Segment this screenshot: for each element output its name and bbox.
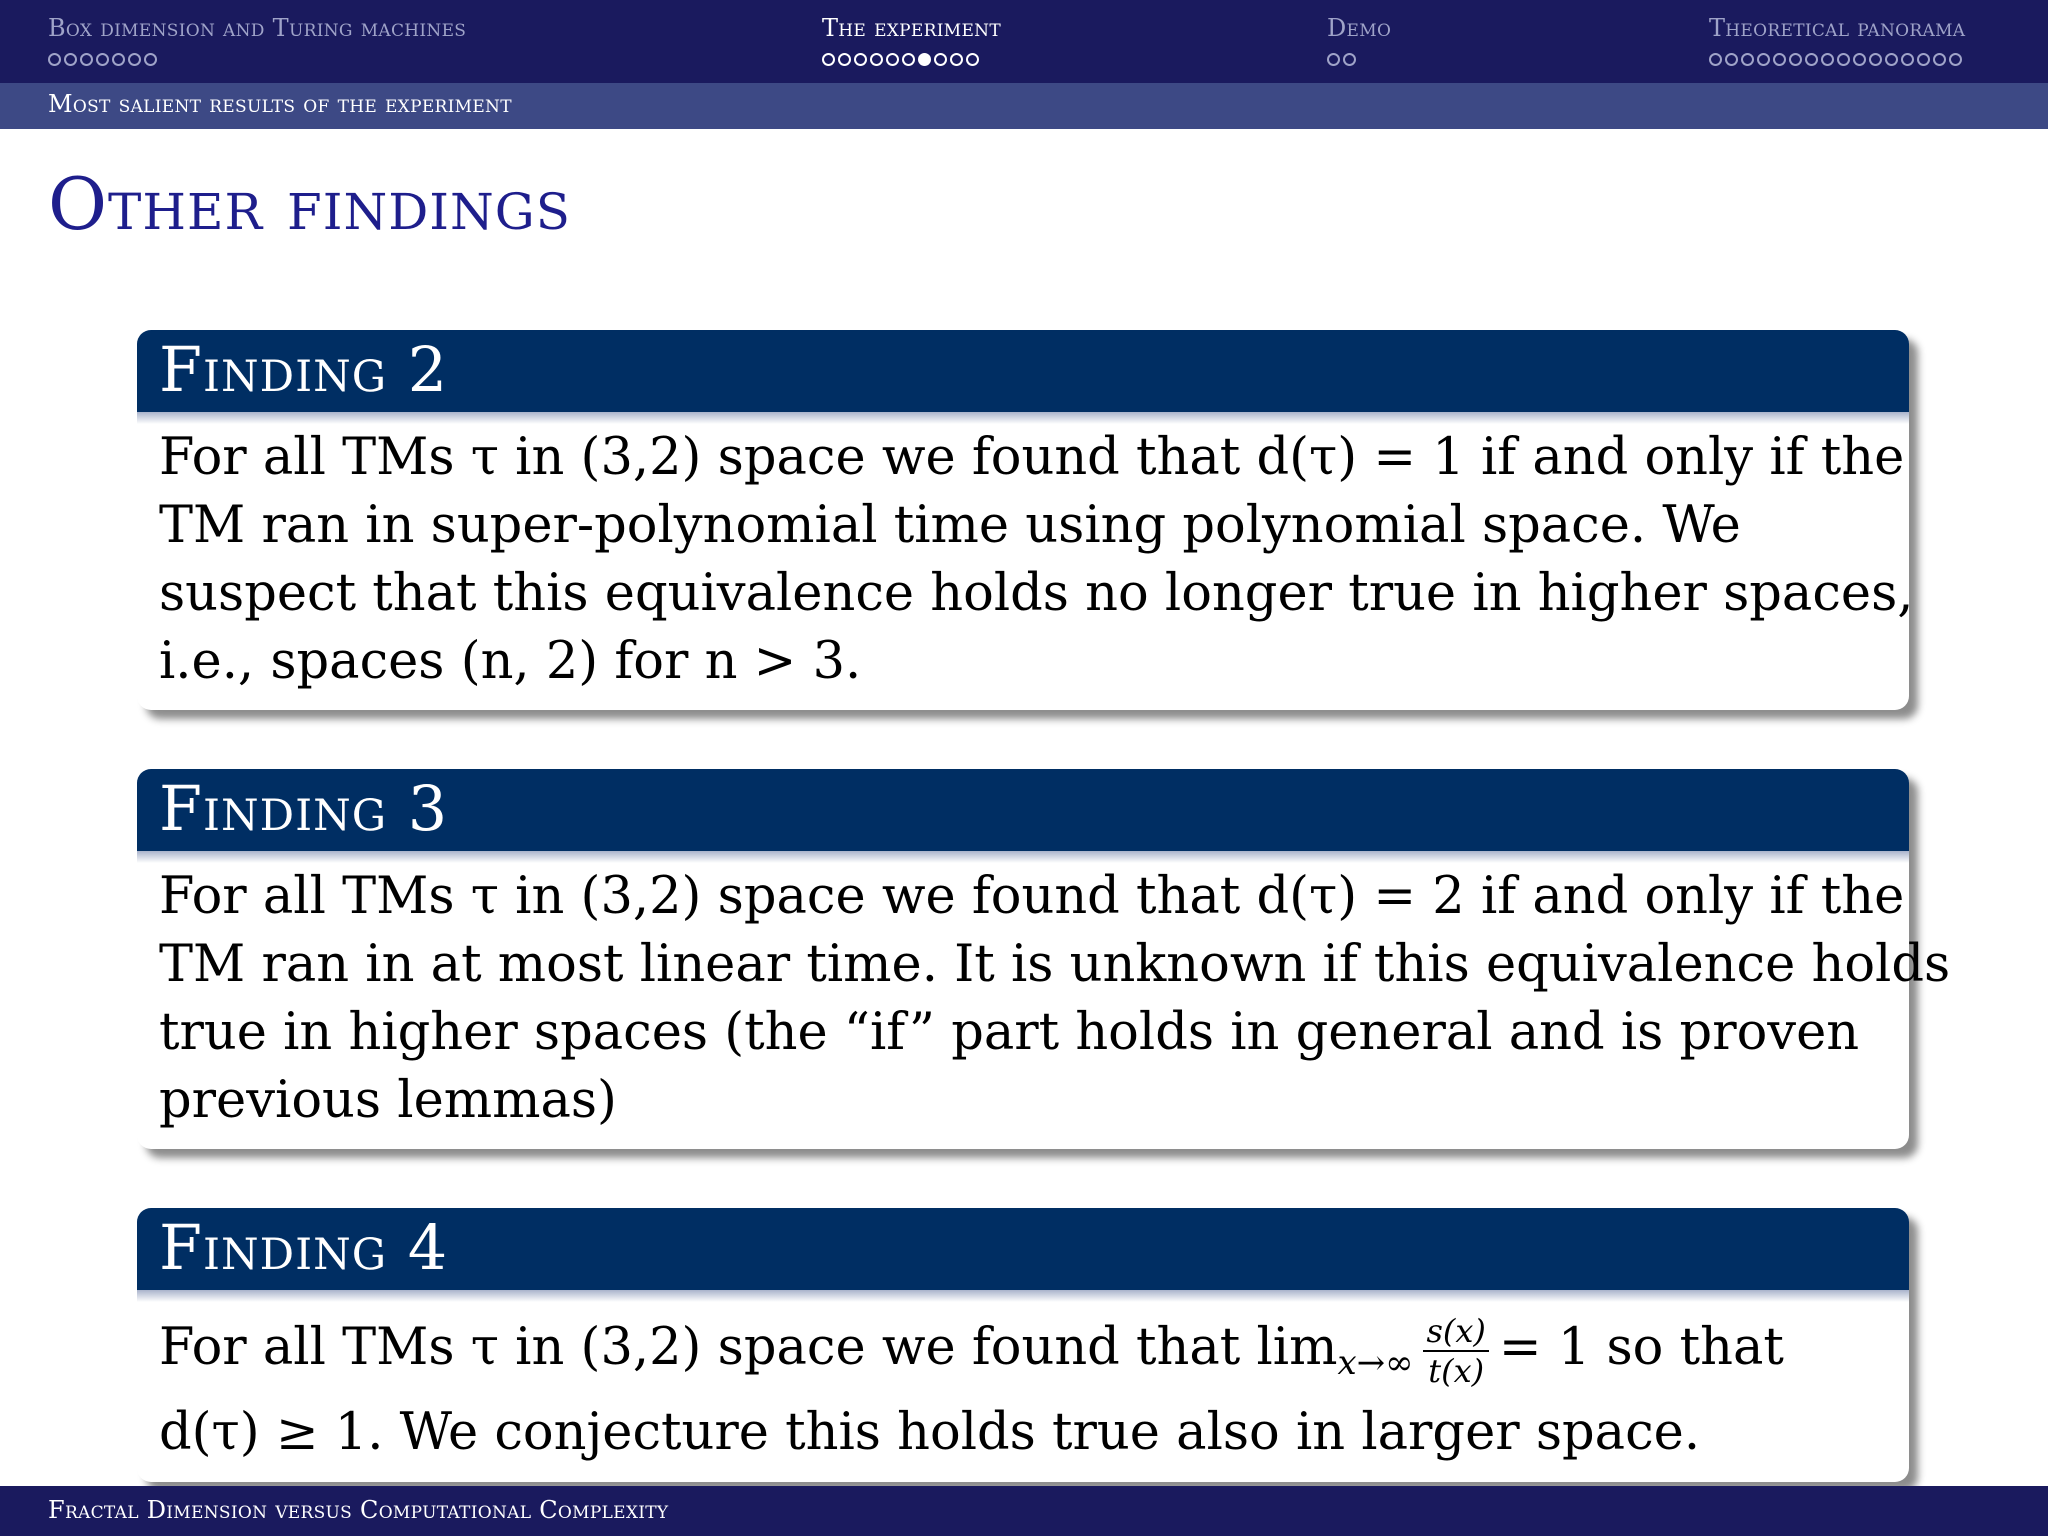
nav-frame-dots	[822, 53, 979, 66]
nav-frame-dot[interactable]	[1901, 53, 1914, 66]
nav-frame-dot[interactable]	[1821, 53, 1834, 66]
block-title: Finding 2	[159, 333, 449, 406]
page-title: Other findings	[48, 162, 571, 246]
body-line: true in higher spaces (the “if” part holds in general and is proven	[159, 1003, 1860, 1062]
nav-frame-dot[interactable]	[1837, 53, 1850, 66]
nav-frame-dot[interactable]	[1933, 53, 1946, 66]
block-header	[137, 1208, 1909, 1290]
block-title: Finding 4	[159, 1211, 449, 1284]
body-line: d(τ) ≥ 1. We conjecture this holds true also in larger space.	[159, 1403, 1701, 1462]
nav-frame-dot[interactable]	[838, 53, 851, 66]
nav-frame-dot[interactable]	[934, 53, 947, 66]
nav-frame-dot[interactable]	[950, 53, 963, 66]
nav-frame-dot[interactable]	[1853, 53, 1866, 66]
nav-frame-dot[interactable]	[966, 53, 979, 66]
nav-frame-dot[interactable]	[64, 53, 77, 66]
nav-frame-dots	[1327, 53, 1356, 66]
body-line: TM ran in at most linear time. It is unknown if this equivalence holds	[159, 935, 1951, 994]
nav-frame-dot[interactable]	[1709, 53, 1722, 66]
nav-frame-dot[interactable]	[1773, 53, 1786, 66]
nav-frame-dot[interactable]	[1757, 53, 1770, 66]
body-line	[159, 1312, 1887, 1398]
nav-frame-dot[interactable]	[1949, 53, 1962, 66]
block-header	[137, 330, 1909, 412]
body-line: For all TMs τ in (3,2) space we found that d(τ) = 2 if and only if the	[159, 867, 1905, 926]
nav-frame-dot[interactable]	[870, 53, 883, 66]
body-line: For all TMs τ in (3,2) space we found that d(τ) = 1 if and only if the	[159, 428, 1905, 487]
body-line: previous lemmas)	[159, 1071, 617, 1130]
nav-frame-dot[interactable]	[1725, 53, 1738, 66]
fraction-denominator: t(x)	[1428, 1352, 1485, 1390]
limit-subscript: x→∞	[1337, 1343, 1414, 1383]
nav-frame-dot[interactable]	[80, 53, 93, 66]
body-line: i.e., spaces (n, 2) for n > 3.	[159, 632, 862, 691]
nav-frame-dot[interactable]	[1789, 53, 1802, 66]
nav-frame-dot[interactable]	[854, 53, 867, 66]
section-navigation-bar	[0, 0, 2048, 83]
subsection-bar	[0, 83, 2048, 129]
finding-2-block	[137, 330, 1914, 710]
nav-frame-dot[interactable]	[902, 53, 915, 66]
block-header	[137, 769, 1909, 851]
nav-frame-dot[interactable]	[1327, 53, 1340, 66]
fraction-numerator: s(x)	[1423, 1312, 1488, 1352]
nav-frame-dot[interactable]	[886, 53, 899, 66]
nav-section-title[interactable]: Demo	[1327, 14, 1392, 42]
line-text: For all TMs τ in (3,2) space we found that lim	[159, 1318, 1338, 1377]
nav-section-title[interactable]: The experiment	[822, 14, 1001, 42]
nav-frame-dot[interactable]	[1805, 53, 1818, 66]
nav-frame-dot[interactable]	[96, 53, 109, 66]
block-body	[137, 851, 1951, 1149]
block-title: Finding 3	[159, 772, 449, 845]
finding-3-block	[137, 769, 1951, 1149]
body-line: TM ran in super-polynomial time using polynomial space. We	[159, 496, 1741, 555]
nav-frame-dot[interactable]	[1917, 53, 1930, 66]
footer-title: Fractal Dimension versus Computational Complexity	[48, 1496, 669, 1524]
nav-frame-dot[interactable]	[1869, 53, 1882, 66]
block-body	[137, 412, 1914, 710]
fraction	[1423, 1312, 1488, 1390]
line-text: = 1 so that	[1498, 1318, 1784, 1377]
nav-section-title[interactable]: Theoretical panorama	[1709, 14, 1966, 42]
nav-frame-dot[interactable]	[128, 53, 141, 66]
body-line: suspect that this equivalence holds no longer true in higher spaces,	[159, 564, 1914, 623]
nav-frame-dot-current[interactable]	[918, 53, 931, 66]
nav-frame-dot[interactable]	[1885, 53, 1898, 66]
subsection-title[interactable]: Most salient results of the experiment	[48, 90, 512, 118]
nav-frame-dot[interactable]	[822, 53, 835, 66]
finding-4-block	[137, 1208, 1909, 1482]
footer-bar	[0, 1486, 2048, 1536]
nav-frame-dot[interactable]	[48, 53, 61, 66]
nav-frame-dot[interactable]	[144, 53, 157, 66]
nav-frame-dots	[1709, 53, 1962, 66]
nav-frame-dot[interactable]	[1343, 53, 1356, 66]
nav-frame-dot[interactable]	[1741, 53, 1754, 66]
nav-frame-dots	[48, 53, 157, 66]
nav-section-title[interactable]: Box dimension and Turing machines	[48, 14, 467, 42]
nav-frame-dot[interactable]	[112, 53, 125, 66]
block-body	[137, 1290, 1909, 1482]
